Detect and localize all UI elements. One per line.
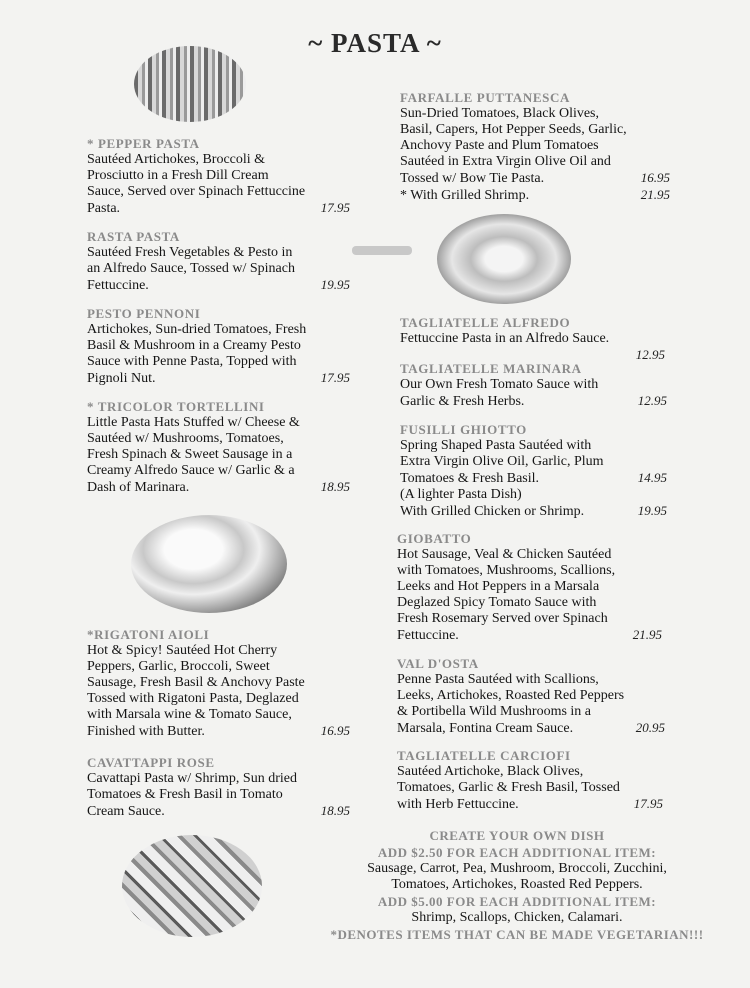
item-desc-line: Peppers, Garlic, Broccoli, Sweet xyxy=(87,659,270,674)
item-desc-line: Cavattapi Pasta w/ Shrimp, Sun dried xyxy=(87,771,297,786)
item-desc-line: Extra Virgin Olive Oil, Garlic, Plum xyxy=(400,454,604,469)
item-price: 20.95 xyxy=(635,720,665,735)
smudge-mark xyxy=(352,246,412,255)
item-desc-line: Our Own Fresh Tomato Sauce with xyxy=(400,377,599,392)
menu-item-farfalle-puttanesca xyxy=(400,89,670,204)
item-desc-line: Sauce with Penne Pasta, Topped with xyxy=(87,354,297,369)
item-desc-line: Little Pasta Hats Stuffed w/ Cheese & xyxy=(87,415,300,430)
menu-item-tagliatelle-marinara xyxy=(400,360,667,410)
item-desc-line: Fresh Spinach & Sweet Sausage in a xyxy=(87,447,293,462)
item-extra-price: 19.95 xyxy=(637,503,667,518)
additional-items-list: Shrimp, Scallops, Chicken, Calamari. xyxy=(411,910,623,925)
item-desc-line: Pignoli Nut. xyxy=(87,371,156,386)
item-desc-line: an Alfredo Sauce, Tossed w/ Spinach xyxy=(87,261,295,276)
item-price: 12.95 xyxy=(637,393,667,408)
item-desc-line: Finished with Butter. xyxy=(87,724,205,739)
item-price: 17.95 xyxy=(320,370,350,385)
item-desc-line: Sausage, Fresh Basil & Anchovy Paste xyxy=(87,675,305,690)
item-name: PESTO PENNONI xyxy=(87,306,201,321)
item-price: 18.95 xyxy=(320,479,350,494)
item-name: *RIGATONI AIOLI xyxy=(87,627,210,642)
item-name: TAGLIATELLE ALFREDO xyxy=(400,315,571,330)
item-price: 18.95 xyxy=(320,803,350,818)
item-desc-line: Hot & Spicy! Sautéed Hot Cherry xyxy=(87,643,278,658)
rotini-photo xyxy=(122,835,262,937)
create-your-own-section xyxy=(312,827,722,943)
create-your-own-heading: CREATE YOUR OWN DISH xyxy=(429,828,605,843)
item-extra: With Grilled Chicken or Shrimp. xyxy=(400,504,585,519)
item-desc-line: Sautéed Fresh Vegetables & Pesto in xyxy=(87,245,293,260)
item-name: RASTA PASTA xyxy=(87,229,180,244)
menu-item-val-dosta xyxy=(397,655,665,737)
item-desc-line: Fresh Rosemary Served over Spinach xyxy=(397,611,608,626)
item-desc-line: Penne Pasta Sautéed with Scallions, xyxy=(397,672,599,687)
item-desc-line: Cream Sauce. xyxy=(87,804,165,819)
item-name: * TRICOLOR TORTELLINI xyxy=(87,399,265,414)
item-desc-line: Tomatoes, Garlic & Fresh Basil, Tossed xyxy=(397,780,620,795)
item-price: 14.95 xyxy=(637,470,667,485)
additional-items-list: Tomatoes, Artichokes, Roasted Red Peppers. xyxy=(391,877,643,892)
item-extra: * With Grilled Shrimp. xyxy=(400,188,530,203)
additional-items-list: Sausage, Carrot, Pea, Mushroom, Broccoli, Zucchini, xyxy=(367,861,667,876)
item-desc-line: Marsala, Fontina Cream Sauce. xyxy=(397,721,574,736)
item-desc-line: Sautéed in Extra Virgin Olive Oil and xyxy=(400,154,611,169)
item-desc-line: & Portibella Wild Mushrooms in a xyxy=(397,704,592,719)
item-note: (A lighter Pasta Dish) xyxy=(400,487,522,502)
menu-item-rigatoni-aioli xyxy=(87,626,350,740)
item-desc-line: Fettuccine. xyxy=(87,278,149,293)
item-desc-line: Sun-Dried Tomatoes, Black Olives, xyxy=(400,106,600,121)
item-desc-line: Leeks, Artichokes, Roasted Red Peppers xyxy=(397,688,625,703)
item-desc-line: Spring Shaped Pasta Sautéed with xyxy=(400,438,592,453)
add-price-line: ADD $2.50 FOR EACH ADDITIONAL ITEM: xyxy=(377,845,657,860)
item-desc-line: Leeks and Hot Peppers in a Marsala xyxy=(397,579,600,594)
item-desc-line: Anchovy Paste and Plum Tomatoes xyxy=(400,138,599,153)
menu-item-tricolor-tortellini xyxy=(87,398,350,496)
item-desc-line: Dash of Marinara. xyxy=(87,480,190,495)
item-desc-line: Tomatoes & Fresh Basil in Tomato xyxy=(87,787,283,802)
item-name: VAL D'OSTA xyxy=(397,656,479,671)
item-name: TAGLIATELLE CARCIOFI xyxy=(397,748,571,763)
menu-item-tagliatelle-alfredo xyxy=(400,314,665,364)
item-desc-line: Artichokes, Sun-dried Tomatoes, Fresh xyxy=(87,322,307,337)
menu-item-fusilli-ghiotto xyxy=(400,421,667,520)
item-price: 19.95 xyxy=(320,277,350,292)
item-desc-line: Basil & Mushroom in a Creamy Pesto xyxy=(87,338,301,353)
item-name: FARFALLE PUTTANESCA xyxy=(400,90,570,105)
item-desc-line: Sauce, Served over Spinach Fettuccine xyxy=(87,184,306,199)
menu-item-tagliatelle-carciofi xyxy=(397,747,663,813)
menu-item-rasta-pasta xyxy=(87,228,350,294)
item-price: 16.95 xyxy=(320,723,350,738)
menu-item-pepper-pasta xyxy=(87,135,350,217)
item-desc-line: Fettuccine Pasta in an Alfredo Sauce. xyxy=(400,331,610,346)
item-desc-line: Tomatoes & Fresh Basil. xyxy=(400,471,540,486)
item-desc-line: with Tomatoes, Mushrooms, Scallions, xyxy=(397,563,616,578)
item-price: 21.95 xyxy=(632,627,662,642)
item-desc-line: Fettuccine. xyxy=(397,628,459,643)
item-price: 16.95 xyxy=(640,170,670,185)
item-name: GIOBATTO xyxy=(397,531,472,546)
item-name: TAGLIATELLE MARINARA xyxy=(400,361,582,376)
item-name: FUSILLI GHIOTTO xyxy=(400,422,527,437)
item-desc-line: Deglazed Spicy Tomato Sauce with xyxy=(397,595,597,610)
item-price: 17.95 xyxy=(320,200,350,215)
menu-item-giobatto xyxy=(397,530,662,644)
item-desc-line: Pasta. xyxy=(87,201,121,216)
vegetarian-note: *DENOTES ITEMS THAT CAN BE MADE VEGETARIAN!!! xyxy=(330,927,704,942)
menu-item-cavattappi-rose xyxy=(87,754,350,820)
item-desc-line: with Marsala wine & Tomato Sauce, xyxy=(87,707,292,722)
item-desc-line: Sautéed Artichokes, Broccoli & xyxy=(87,152,266,167)
add-price-line: ADD $5.00 FOR EACH ADDITIONAL ITEM: xyxy=(377,894,657,909)
menu-item-pesto-pennoni xyxy=(87,305,350,387)
item-desc-line: Creamy Alfredo Sauce w/ Garlic & a xyxy=(87,463,295,478)
item-desc-line: Tossed w/ Bow Tie Pasta. xyxy=(400,171,545,186)
pasta-photo-top-left xyxy=(134,46,246,122)
item-desc-line: Basil, Capers, Hot Pepper Seeds, Garlic, xyxy=(400,122,627,137)
item-extra-price: 21.95 xyxy=(640,187,670,202)
tortellini-photo xyxy=(131,515,287,613)
farfalle-photo xyxy=(437,214,571,304)
item-desc-line: Garlic & Fresh Herbs. xyxy=(400,394,525,409)
item-name: CAVATTAPPI ROSE xyxy=(87,755,215,770)
item-desc-line: Sautéed w/ Mushrooms, Tomatoes, xyxy=(87,431,284,446)
item-desc-line: Prosciutto in a Fresh Dill Cream xyxy=(87,168,269,183)
item-desc-line: with Herb Fettuccine. xyxy=(397,797,519,812)
item-desc-line: Tossed with Rigatoni Pasta, Deglazed xyxy=(87,691,299,706)
item-price: 17.95 xyxy=(633,796,663,811)
item-price: 12.95 xyxy=(635,347,665,362)
item-desc-line: Hot Sausage, Veal & Chicken Sautéed xyxy=(397,547,612,562)
item-name: * PEPPER PASTA xyxy=(87,136,200,151)
item-desc-line: Sautéed Artichoke, Black Olives, xyxy=(397,764,584,779)
page-title: ~ PASTA ~ xyxy=(308,28,442,58)
